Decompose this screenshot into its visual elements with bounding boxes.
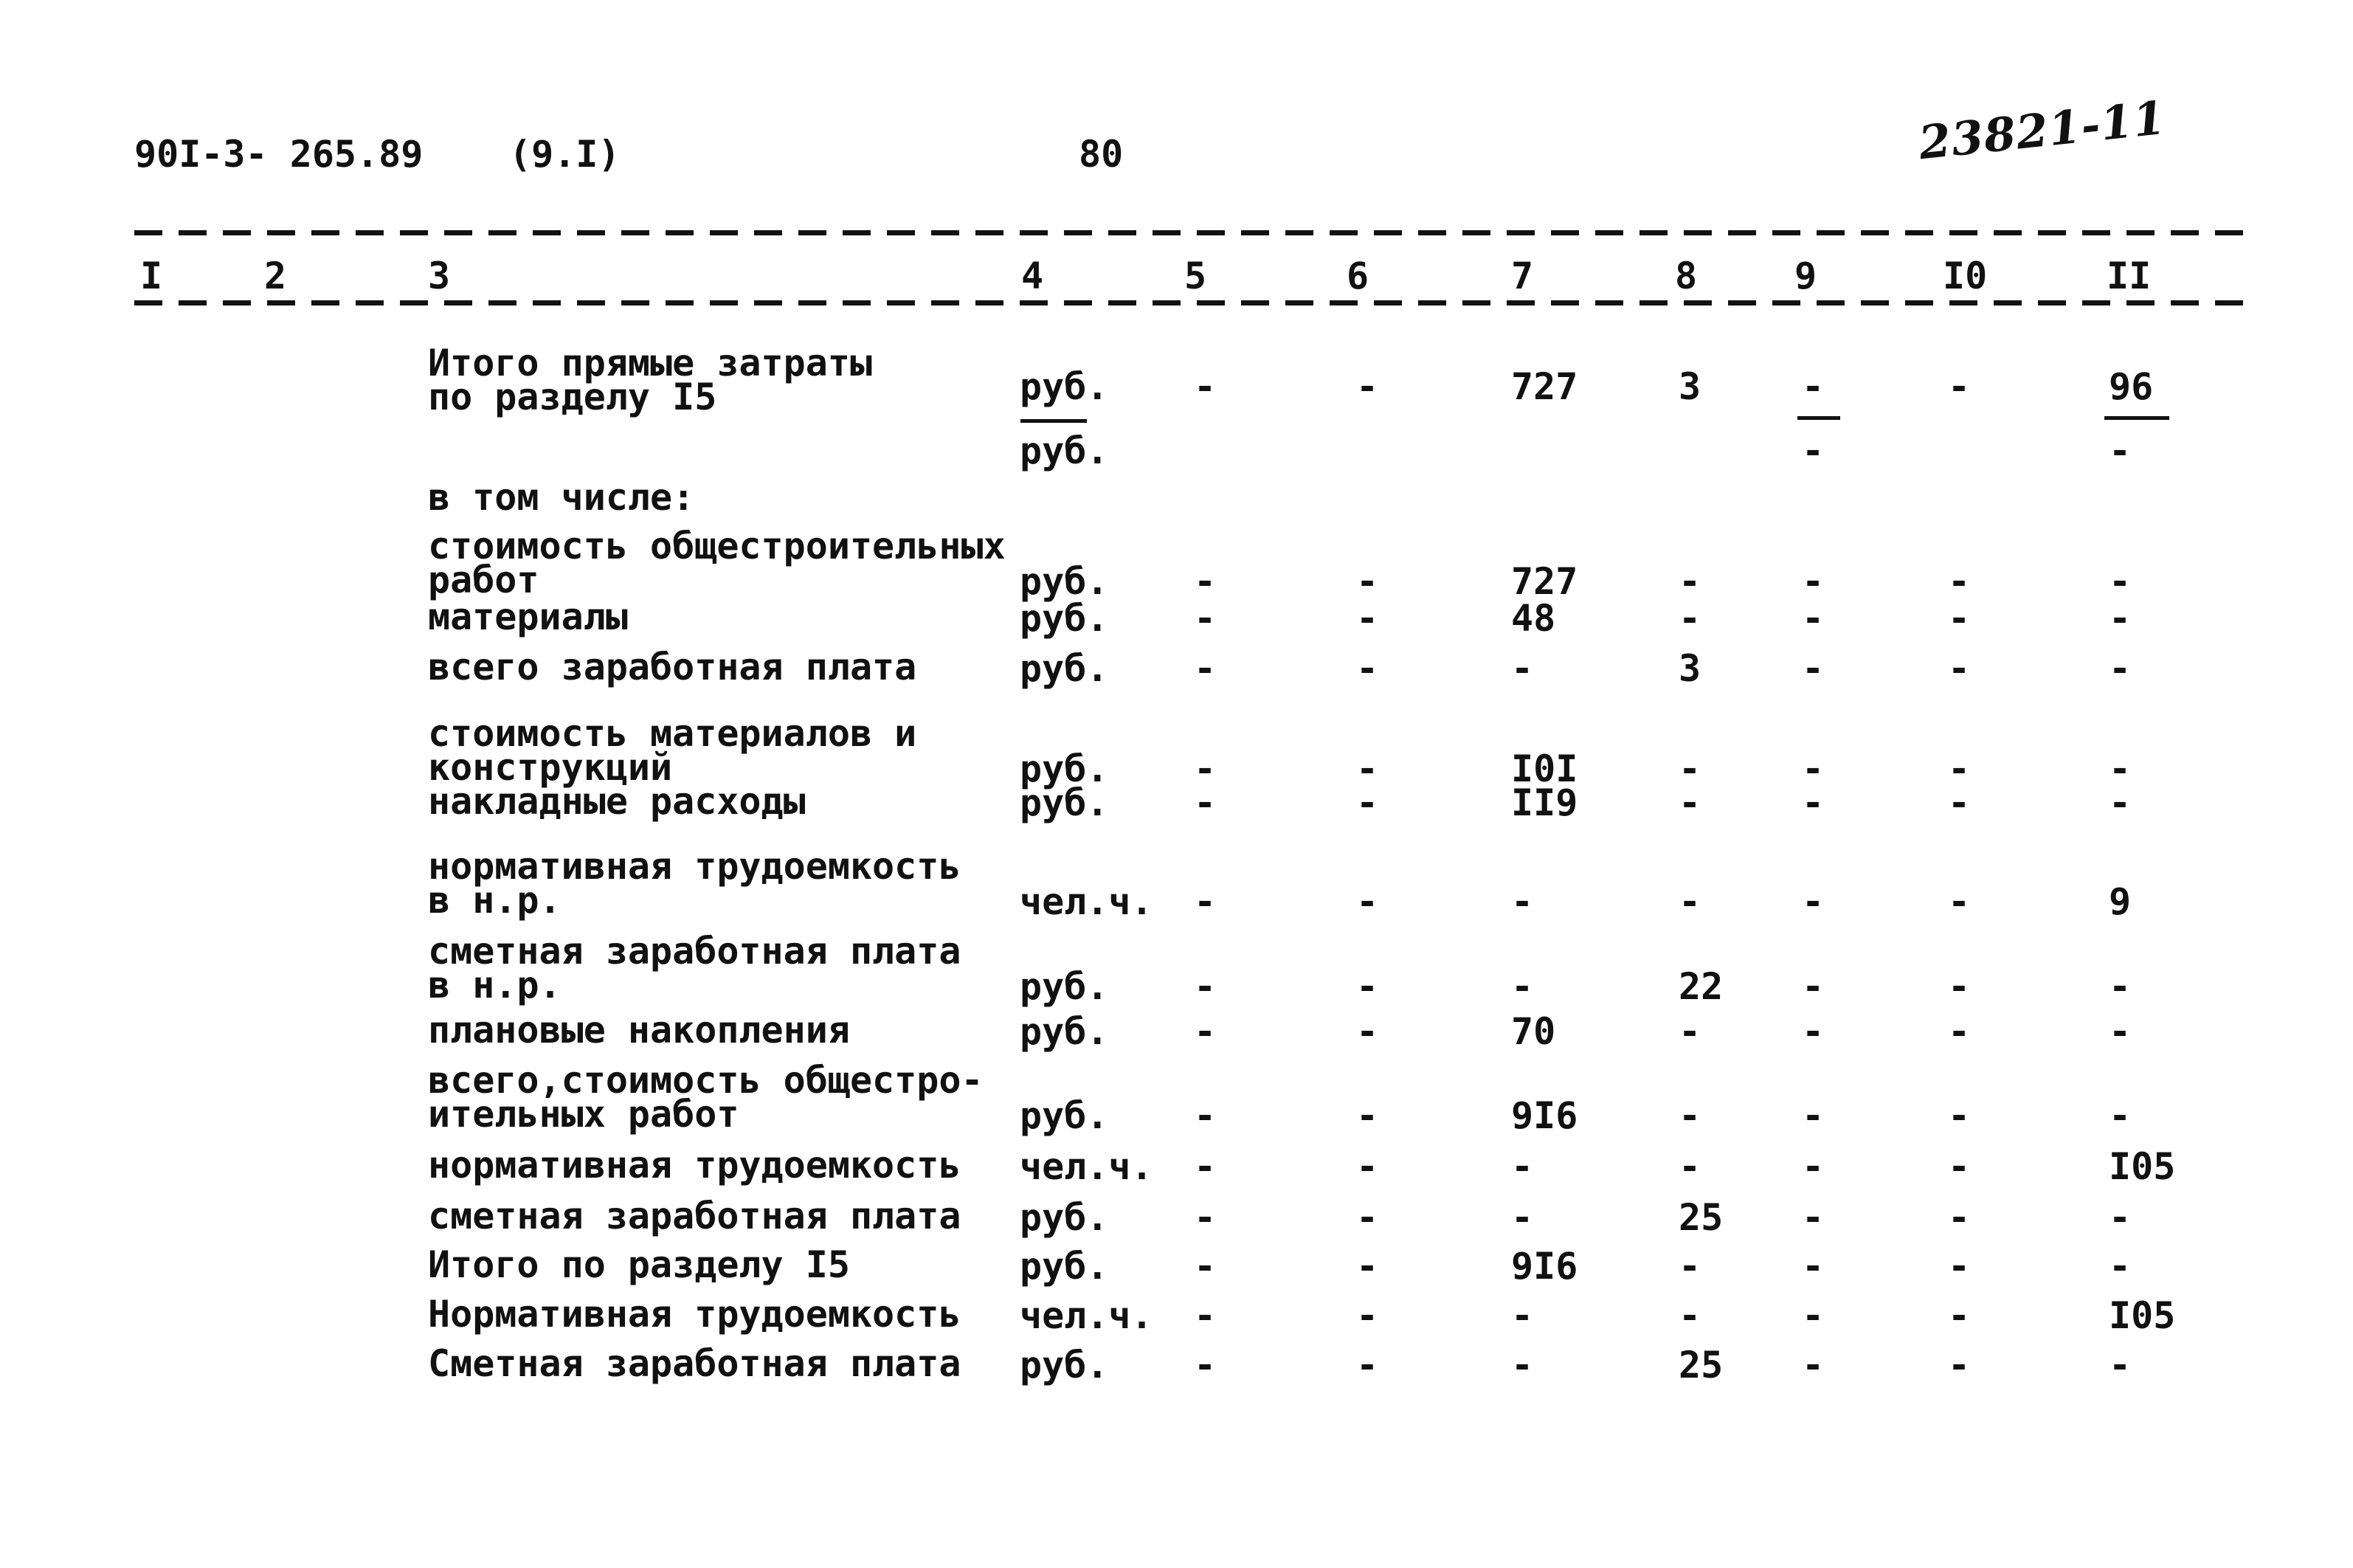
- row-label: Сметная заработная плата: [428, 1342, 961, 1385]
- value-cell-c11: -: [2109, 781, 2132, 824]
- value-cell-c6: -: [1356, 1094, 1379, 1137]
- value-cell-c5: -: [1194, 1145, 1217, 1188]
- value-cell-c7: -: [1511, 1196, 1534, 1239]
- row-label: ительных работ: [428, 1093, 739, 1136]
- value-cell-c10: -: [1948, 365, 1971, 408]
- value-cell-c5: -: [1194, 781, 1217, 824]
- document-code: 90I-3- 265.89: [134, 133, 424, 176]
- row-label: в том числе:: [428, 476, 695, 519]
- value-cell-c5: -: [1194, 1010, 1217, 1053]
- row-label: Нормативная трудоемкость: [428, 1293, 961, 1336]
- value-cell-c5: -: [1194, 1196, 1217, 1239]
- value-cell-c8: -: [1679, 597, 1701, 640]
- value-cell-c8: 25: [1679, 1344, 1724, 1386]
- value-cell-c7: II9: [1511, 781, 1578, 824]
- unit-cell: руб.: [1020, 1196, 1109, 1239]
- value-cell-c9: -: [1802, 365, 1825, 408]
- cell-underline: [2104, 416, 2169, 420]
- column-number: 8: [1675, 255, 1698, 297]
- value-cell-c10: -: [1948, 1094, 1971, 1137]
- value-cell-c11: -: [2109, 747, 2132, 790]
- row-label: плановые накопления: [428, 1009, 850, 1051]
- value-cell-c6: -: [1356, 880, 1379, 923]
- column-number: 4: [1021, 255, 1044, 297]
- value-cell-c7: -: [1511, 647, 1534, 690]
- value-cell-c10: -: [1948, 1196, 1971, 1239]
- row-label: всего заработная плата: [428, 646, 917, 688]
- value-cell-c11: I05: [2109, 1145, 2176, 1188]
- value-cell-c11: -: [2109, 1196, 2132, 1239]
- row-label: работ: [428, 559, 539, 601]
- unit-cell: руб.: [1020, 560, 1109, 603]
- value-cell-c10: -: [1948, 560, 1971, 603]
- value-cell-c11: I05: [2109, 1294, 2176, 1337]
- value-cell-c11: -: [2109, 597, 2132, 640]
- value-cell-c6: -: [1356, 1245, 1379, 1288]
- value-cell-c9: -: [1802, 1010, 1825, 1053]
- row-label: стоимость материалов и: [428, 712, 917, 755]
- value-cell-c10: -: [1948, 965, 1971, 1008]
- value-cell-c5: -: [1194, 1294, 1217, 1337]
- value-cell-c8: -: [1679, 1010, 1701, 1053]
- value-cell-c10: -: [1948, 1245, 1971, 1288]
- value-cell-c7: 9I6: [1511, 1094, 1578, 1137]
- unit-cell: руб.: [1020, 747, 1109, 790]
- value-cell-c8: 22: [1679, 965, 1724, 1008]
- unit-cell: руб.: [1020, 1344, 1109, 1386]
- value-cell-c7: 48: [1511, 597, 1556, 640]
- value-cell-c10: -: [1948, 880, 1971, 923]
- value-cell-c9: -: [1802, 781, 1825, 824]
- value-cell-c11: -: [2109, 1094, 2132, 1137]
- value-cell-c9: -: [1802, 1245, 1825, 1288]
- value-cell-c7: -: [1511, 965, 1534, 1008]
- value-cell-c6: -: [1356, 1344, 1379, 1386]
- row-label: материалы: [428, 595, 628, 638]
- value-cell-c8: 3: [1679, 365, 1701, 408]
- value-cell-c6: -: [1356, 597, 1379, 640]
- unit-cell: руб.: [1020, 597, 1109, 640]
- column-number: 6: [1347, 255, 1369, 297]
- value-cell-c10: -: [1948, 1145, 1971, 1188]
- value-cell-c8: 3: [1679, 647, 1701, 690]
- value-cell-c9: -: [1802, 1294, 1825, 1337]
- unit-cell: руб.: [1020, 1094, 1109, 1137]
- unit-cell: руб.: [1020, 781, 1109, 824]
- row-label: сметная заработная плата: [428, 930, 961, 973]
- value-cell-c6: -: [1356, 781, 1379, 824]
- row-label: конструкций: [428, 746, 673, 789]
- row-label: сметная заработная плата: [428, 1195, 961, 1237]
- value-cell-c6: -: [1356, 560, 1379, 603]
- value-cell-c6: -: [1356, 1010, 1379, 1053]
- page-number: 80: [1079, 133, 1124, 176]
- unit-cell: чел.ч.: [1020, 880, 1153, 923]
- row-label: нормативная трудоемкость: [428, 845, 961, 888]
- unit-cell: руб.: [1020, 965, 1109, 1008]
- value-cell-c10: -: [1948, 1344, 1971, 1386]
- value-cell-c11: -: [2109, 560, 2132, 603]
- unit-cell: руб.: [1020, 1010, 1109, 1053]
- unit-underline: [1020, 419, 1087, 423]
- header-rule-bottom: [134, 300, 2243, 305]
- value-cell-c9: -: [1802, 1196, 1825, 1239]
- value-cell-c7: 70: [1511, 1010, 1556, 1053]
- cell-underline: [1797, 416, 1840, 420]
- unit-cell: руб.: [1020, 365, 1109, 408]
- value-cell-c6: -: [1356, 1196, 1379, 1239]
- column-number: II: [2107, 255, 2152, 297]
- value-cell-c5: -: [1194, 747, 1217, 790]
- column-number: I0: [1943, 255, 1988, 297]
- value-cell-c11: -: [2109, 1010, 2132, 1053]
- value-cell-c9: -: [1802, 1344, 1825, 1386]
- value-cell-c9: -: [1802, 965, 1825, 1008]
- header-rule-top: [134, 230, 2243, 235]
- column-number: 7: [1511, 255, 1534, 297]
- value-cell-c10: -: [1948, 597, 1971, 640]
- unit-cell: руб.: [1020, 1245, 1109, 1288]
- value-cell-c11: -: [2109, 965, 2132, 1008]
- value-cell-c6: -: [1356, 747, 1379, 790]
- value-cell-c5: -: [1194, 1094, 1217, 1137]
- value-cell-c7: 9I6: [1511, 1245, 1578, 1288]
- row-label: в н.р.: [428, 879, 562, 922]
- value-cell-c7: 727: [1511, 365, 1578, 408]
- value-cell-c8: 25: [1679, 1196, 1724, 1239]
- value-cell-c11: 96: [2109, 365, 2154, 408]
- value-cell-c9: -: [1802, 1094, 1825, 1137]
- value-cell-c7: I0I: [1511, 747, 1578, 790]
- value-cell-c10: -: [1948, 1294, 1971, 1337]
- value-cell-c5: -: [1194, 597, 1217, 640]
- value-cell-c9: -: [1802, 429, 1825, 472]
- value-cell-c11: -: [2109, 1245, 2132, 1288]
- value-cell-c6: -: [1356, 1145, 1379, 1188]
- column-number: 3: [428, 255, 451, 297]
- value-cell-c5: -: [1194, 1344, 1217, 1386]
- value-cell-c11: -: [2109, 647, 2132, 690]
- row-label: нормативная трудоемкость: [428, 1144, 961, 1187]
- value-cell-c10: -: [1948, 781, 1971, 824]
- value-cell-c5: -: [1194, 647, 1217, 690]
- value-cell-c5: -: [1194, 880, 1217, 923]
- value-cell-c8: -: [1679, 1145, 1701, 1188]
- value-cell-c8: -: [1679, 747, 1701, 790]
- unit-cell: чел.ч.: [1020, 1145, 1153, 1188]
- column-number: 9: [1794, 255, 1817, 297]
- value-cell-c9: -: [1802, 647, 1825, 690]
- unit-cell: чел.ч.: [1020, 1294, 1153, 1337]
- value-cell-c9: -: [1802, 747, 1825, 790]
- unit-cell: руб.: [1020, 647, 1109, 690]
- value-cell-c11: 9: [2109, 880, 2132, 923]
- value-cell-c6: -: [1356, 965, 1379, 1008]
- value-cell-c7: -: [1511, 1145, 1534, 1188]
- value-cell-c10: -: [1948, 747, 1971, 790]
- value-cell-c5: -: [1194, 365, 1217, 408]
- value-cell-c9: -: [1802, 1145, 1825, 1188]
- unit-cell: руб.: [1020, 429, 1109, 472]
- row-label: в н.р.: [428, 964, 562, 1006]
- value-cell-c7: -: [1511, 880, 1534, 923]
- value-cell-c5: -: [1194, 965, 1217, 1008]
- value-cell-c9: -: [1802, 597, 1825, 640]
- value-cell-c11: -: [2109, 429, 2132, 472]
- value-cell-c8: -: [1679, 1245, 1701, 1288]
- value-cell-c7: -: [1511, 1294, 1534, 1337]
- value-cell-c9: -: [1802, 560, 1825, 603]
- value-cell-c6: -: [1356, 1294, 1379, 1337]
- column-number: 2: [264, 255, 287, 297]
- value-cell-c6: -: [1356, 365, 1379, 408]
- handwritten-reference: 23821-11: [1916, 90, 2169, 170]
- value-cell-c5: -: [1194, 560, 1217, 603]
- row-label: Итого прямые затраты: [428, 342, 873, 384]
- row-label: по разделу I5: [428, 376, 717, 418]
- row-label: стоимость общестроительных: [428, 525, 1006, 567]
- row-label: накладные расходы: [428, 780, 806, 823]
- value-cell-c8: -: [1679, 781, 1701, 824]
- row-label: Итого по разделу I5: [428, 1243, 850, 1286]
- column-number: I: [140, 255, 163, 297]
- value-cell-c5: -: [1194, 1245, 1217, 1288]
- value-cell-c7: -: [1511, 1344, 1534, 1386]
- value-cell-c8: -: [1679, 880, 1701, 923]
- value-cell-c11: -: [2109, 1344, 2132, 1386]
- value-cell-c8: -: [1679, 560, 1701, 603]
- row-label: всего,стоимость общестро-: [428, 1059, 984, 1102]
- value-cell-c6: -: [1356, 647, 1379, 690]
- value-cell-c8: -: [1679, 1094, 1701, 1137]
- value-cell-c9: -: [1802, 880, 1825, 923]
- value-cell-c10: -: [1948, 647, 1971, 690]
- section-code: (9.I): [509, 133, 621, 176]
- value-cell-c8: -: [1679, 1294, 1701, 1337]
- value-cell-c7: 727: [1511, 560, 1578, 603]
- value-cell-c10: -: [1948, 1010, 1971, 1053]
- column-number: 5: [1184, 255, 1207, 297]
